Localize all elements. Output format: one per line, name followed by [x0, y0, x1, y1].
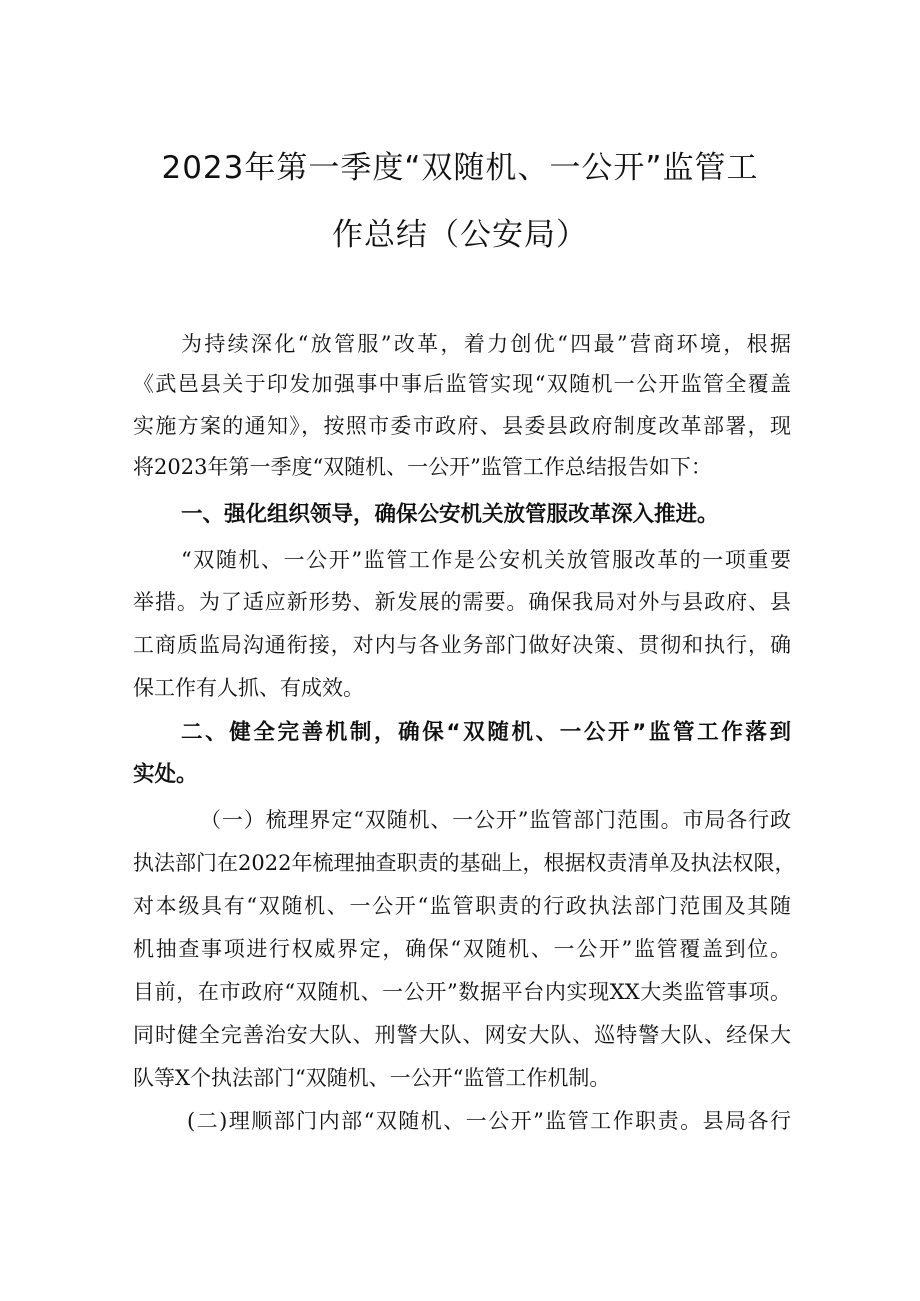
para1-line-3: 工商质监局沟通衔接，对内与各业务部门做好决策、贯彻和执行，确: [133, 633, 791, 657]
para2-line-6: 同时健全完善治安大队、刑警大队、网安大队、巡特警大队、经保大: [133, 1023, 791, 1047]
intro-line-1: 为持续深化“放管服”改革，着力创优“四最”营商环境，根据: [181, 332, 791, 356]
para1-line-4: 保工作有人抓、有成效。: [133, 676, 364, 700]
document-title-line-1: 2023年第一季度“双随机、一公开”监管工: [161, 150, 759, 186]
document-title-line-2: 作总结（公安局）: [332, 217, 588, 253]
para2-line-2: 执法部门在2022年梳理抽查职责的基础上，根据权责清单及执法权限，: [133, 851, 796, 875]
para3-line-1: (二)理顺部门内部“双随机、一公开”监管工作职责。县局各行: [187, 1109, 791, 1133]
para1-line-1: “双随机、一公开”监管工作是公安机关放管服改革的一项重要: [181, 548, 791, 572]
section-heading-1: 一、强化组织领导，确保公安机关放管服改革深入推进。: [181, 502, 719, 527]
para2-line-4: 机抽查事项进行权威界定，确保“双随机、一公开”监管覆盖到位。: [133, 937, 791, 961]
para2-line-3: 对本级具有“双随机、一公开“监管职责的行政执法部门范围及其随: [133, 894, 791, 918]
section-heading-2-line-2: 实处。: [133, 762, 198, 787]
intro-line-2: 《武邑县关于印发加强事中事后监管实现“双随机一公开监管全覆盖: [133, 372, 791, 396]
intro-line-4: 将2023年第一季度“双随机、一公开”监管工作总结报告如下：: [133, 455, 712, 479]
para1-line-2: 举措。为了适应新形势、新发展的需要。确保我局对外与县政府、县: [133, 590, 791, 614]
intro-line-3: 实施方案的通知》，按照市委市政府、县委县政府制度改革部署，现: [133, 414, 791, 438]
para2-line-1: （一）梳理界定“双随机、一公开”监管部门范围。市局各行政: [200, 808, 791, 832]
section-heading-2-line-1: 二、健全完善机制，确保“双随机、一公开”监管工作落到: [181, 720, 791, 745]
para2-line-5: 目前，在市政府“双随机、一公开”数据平台内实现XX大类监管事项。: [133, 980, 791, 1004]
para2-line-7: 队等X个执法部门“双随机、一公开“监管工作机制。: [133, 1066, 611, 1090]
